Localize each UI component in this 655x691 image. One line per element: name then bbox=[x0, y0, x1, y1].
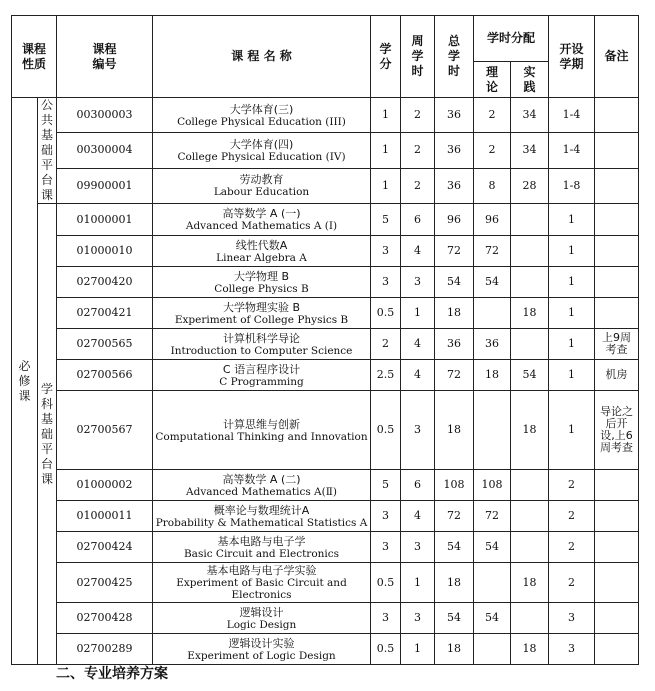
semester: 1-4 bbox=[549, 133, 595, 168]
course-name bbox=[153, 563, 371, 603]
table-row bbox=[12, 603, 639, 634]
remarks bbox=[595, 204, 639, 236]
remarks bbox=[595, 634, 639, 665]
course-name bbox=[153, 329, 371, 360]
practice-hours: 18 bbox=[511, 298, 549, 329]
credits: 5 bbox=[371, 470, 401, 501]
credits: 3 bbox=[371, 532, 401, 563]
practice-hours: 54 bbox=[511, 360, 549, 391]
table-row bbox=[12, 391, 639, 470]
header-course-code: 课程编号 bbox=[57, 16, 153, 98]
course-name-cn: 劳动教育 bbox=[239, 173, 284, 187]
group-public-platform bbox=[38, 98, 57, 204]
header-weekly-hours: 周学时 bbox=[401, 16, 435, 98]
course-name-cn: 大学体育(三) bbox=[229, 102, 294, 116]
practice-hours bbox=[511, 204, 549, 236]
table-row bbox=[12, 563, 639, 603]
credits: 0.5 bbox=[371, 563, 401, 603]
total-hours: 36 bbox=[435, 98, 474, 133]
credits: 5 bbox=[371, 204, 401, 236]
semester: 3 bbox=[549, 634, 595, 665]
course-name bbox=[153, 98, 371, 133]
course-name bbox=[153, 470, 371, 501]
table-row bbox=[12, 236, 639, 267]
course-name-en: College Physics B bbox=[214, 282, 309, 295]
table-row bbox=[12, 204, 639, 236]
course-name-cn: 概率论与数理统计A bbox=[213, 503, 310, 517]
practice-hours bbox=[511, 470, 549, 501]
table-row bbox=[12, 470, 639, 501]
semester: 2 bbox=[549, 563, 595, 603]
weekly-hours: 3 bbox=[401, 391, 435, 470]
table-row bbox=[12, 501, 639, 532]
header-course-name: 课 程 名 称 bbox=[153, 16, 371, 98]
theory-hours: 2 bbox=[474, 98, 511, 133]
course-code: 09900001 bbox=[57, 168, 153, 203]
theory-hours: 54 bbox=[474, 603, 511, 634]
course-name-en: Advanced Mathematics A (Ⅰ) bbox=[185, 220, 338, 232]
theory-hours: 54 bbox=[474, 532, 511, 563]
course-name-cn: 基本电路与电子学 bbox=[217, 534, 306, 548]
header-remarks: 备注 bbox=[595, 16, 639, 98]
theory-hours: 96 bbox=[474, 204, 511, 236]
credits: 2.5 bbox=[371, 360, 401, 391]
weekly-hours: 6 bbox=[401, 470, 435, 501]
course-name-en: Basic Circuit and Electronics bbox=[183, 547, 340, 560]
theory-hours: 36 bbox=[474, 329, 511, 360]
course-name-cn: 逻辑设计实验 bbox=[228, 636, 295, 650]
theory-hours: 108 bbox=[474, 470, 511, 501]
course-code: 02700424 bbox=[57, 532, 153, 563]
total-hours: 72 bbox=[435, 236, 474, 267]
table-row bbox=[12, 329, 639, 360]
course-code: 00300003 bbox=[57, 98, 153, 133]
semester: 2 bbox=[549, 501, 595, 532]
credits: 3 bbox=[371, 603, 401, 634]
course-name-en: Linear Algebra A bbox=[216, 251, 307, 264]
total-hours: 54 bbox=[435, 603, 474, 634]
header-course-nature: 课程性质 bbox=[12, 16, 57, 98]
semester: 2 bbox=[549, 532, 595, 563]
course-name bbox=[153, 360, 371, 391]
practice-hours: 18 bbox=[511, 391, 549, 470]
practice-hours: 28 bbox=[511, 168, 549, 203]
practice-hours bbox=[511, 267, 549, 298]
group-public-platform-label: 公共基础平台课 bbox=[40, 98, 53, 202]
course-name-en: Experiment of Basic Circuit and Electronics bbox=[176, 577, 347, 601]
course-name-cn: 计算机科学导论 bbox=[223, 331, 300, 345]
course-name-cn: 计算思维与创新 bbox=[223, 417, 300, 431]
remarks bbox=[595, 329, 639, 360]
remarks bbox=[595, 501, 639, 532]
course-name-en: Experiment of Logic Design bbox=[187, 649, 336, 662]
weekly-hours: 3 bbox=[401, 267, 435, 298]
header-theory: 理论 bbox=[474, 62, 511, 98]
practice-hours bbox=[511, 532, 549, 563]
course-name-cn: 大学物理实验 B bbox=[222, 300, 301, 314]
semester: 1 bbox=[549, 267, 595, 298]
remarks bbox=[595, 267, 639, 298]
theory-hours bbox=[474, 391, 511, 470]
theory-hours: 54 bbox=[474, 267, 511, 298]
semester: 3 bbox=[549, 603, 595, 634]
remarks bbox=[595, 391, 639, 470]
practice-hours bbox=[511, 236, 549, 267]
theory-hours: 2 bbox=[474, 133, 511, 168]
header-credits: 学分 bbox=[371, 16, 401, 98]
practice-hours: 18 bbox=[511, 634, 549, 665]
theory-hours bbox=[474, 634, 511, 665]
course-name-en: Probability & Mathematical Statistics A bbox=[155, 516, 368, 529]
course-name-cn: 基本电路与电子学实验 bbox=[206, 564, 317, 577]
course-code: 02700421 bbox=[57, 298, 153, 329]
total-hours: 54 bbox=[435, 267, 474, 298]
semester: 1 bbox=[549, 329, 595, 360]
remarks bbox=[595, 360, 639, 391]
remarks bbox=[595, 603, 639, 634]
weekly-hours: 4 bbox=[401, 501, 435, 532]
theory-hours: 8 bbox=[474, 168, 511, 203]
remarks bbox=[595, 563, 639, 603]
course-name-cn: 大学体育(四) bbox=[229, 137, 294, 151]
theory-hours: 72 bbox=[474, 236, 511, 267]
semester: 1 bbox=[549, 298, 595, 329]
course-table-body bbox=[12, 98, 639, 665]
course-name-cn: 线性代数A bbox=[235, 238, 288, 252]
semester: 1 bbox=[549, 360, 595, 391]
total-hours: 54 bbox=[435, 532, 474, 563]
course-code: 01000001 bbox=[57, 204, 153, 236]
remarks bbox=[595, 470, 639, 501]
theory-hours bbox=[474, 563, 511, 603]
course-name bbox=[153, 298, 371, 329]
semester: 2 bbox=[549, 470, 595, 501]
total-hours: 96 bbox=[435, 204, 474, 236]
weekly-hours: 2 bbox=[401, 168, 435, 203]
credits: 2 bbox=[371, 329, 401, 360]
theory-hours bbox=[474, 298, 511, 329]
course-name bbox=[153, 391, 371, 470]
course-name bbox=[153, 133, 371, 168]
course-code: 02700565 bbox=[57, 329, 153, 360]
total-hours: 18 bbox=[435, 634, 474, 665]
header-total-hours: 总学时 bbox=[435, 16, 474, 98]
course-table bbox=[11, 15, 639, 665]
total-hours: 108 bbox=[435, 470, 474, 501]
table-row bbox=[12, 267, 639, 298]
table-row bbox=[12, 298, 639, 329]
credits: 0.5 bbox=[371, 298, 401, 329]
theory-hours: 18 bbox=[474, 360, 511, 391]
course-name bbox=[153, 204, 371, 236]
total-hours: 36 bbox=[435, 133, 474, 168]
practice-hours: 34 bbox=[511, 98, 549, 133]
course-name-en: College Physical Education (IV) bbox=[177, 150, 346, 163]
group-subject-platform-label: 学科基础平台课 bbox=[40, 381, 53, 486]
semester: 1-4 bbox=[549, 98, 595, 133]
course-code: 01000010 bbox=[57, 236, 153, 267]
remarks-text: 导论之后开设,上6周考查 bbox=[600, 405, 634, 454]
remarks bbox=[595, 236, 639, 267]
theory-hours: 72 bbox=[474, 501, 511, 532]
total-hours: 36 bbox=[435, 168, 474, 203]
course-name bbox=[153, 501, 371, 532]
credits: 3 bbox=[371, 267, 401, 298]
remarks-text: 机房 bbox=[605, 368, 628, 381]
course-name-cn: C 语言程序设计 bbox=[222, 362, 301, 376]
weekly-hours: 4 bbox=[401, 360, 435, 391]
table-row bbox=[12, 98, 639, 133]
header-hours-distribution: 学时分配 bbox=[474, 16, 549, 62]
course-name-en: Computational Thinking and Innovation bbox=[155, 430, 368, 443]
course-code: 02700566 bbox=[57, 360, 153, 391]
credits: 1 bbox=[371, 98, 401, 133]
course-code: 02700425 bbox=[57, 563, 153, 603]
total-hours: 72 bbox=[435, 501, 474, 532]
credits: 1 bbox=[371, 168, 401, 203]
practice-hours bbox=[511, 501, 549, 532]
table-row bbox=[12, 532, 639, 563]
remarks bbox=[595, 133, 639, 168]
course-name-en: Experiment of College Physics B bbox=[174, 313, 349, 326]
course-name-en: Introduction to Computer Science bbox=[170, 344, 353, 357]
course-name bbox=[153, 236, 371, 267]
practice-hours bbox=[511, 603, 549, 634]
remarks bbox=[595, 298, 639, 329]
header-practice: 实践 bbox=[511, 62, 549, 98]
course-name-cn: 高等数学 A (一) bbox=[222, 207, 301, 220]
group-required bbox=[12, 98, 38, 665]
course-name-en: C Programming bbox=[219, 375, 304, 388]
course-name bbox=[153, 168, 371, 203]
credits: 0.5 bbox=[371, 391, 401, 470]
course-name-en: Labour Education bbox=[213, 186, 310, 199]
section-heading: 二、专业培养方案 bbox=[56, 666, 168, 682]
header-semester: 开设学期 bbox=[549, 16, 595, 98]
practice-hours: 34 bbox=[511, 133, 549, 168]
semester: 1 bbox=[549, 391, 595, 470]
weekly-hours: 4 bbox=[401, 236, 435, 267]
course-code: 02700289 bbox=[57, 634, 153, 665]
course-name-en: Logic Design bbox=[226, 618, 297, 631]
table-row bbox=[12, 168, 639, 203]
course-code: 02700420 bbox=[57, 267, 153, 298]
weekly-hours: 4 bbox=[401, 329, 435, 360]
semester: 1 bbox=[549, 204, 595, 236]
total-hours: 36 bbox=[435, 329, 474, 360]
weekly-hours: 3 bbox=[401, 603, 435, 634]
weekly-hours: 1 bbox=[401, 563, 435, 603]
credits: 1 bbox=[371, 133, 401, 168]
table-row bbox=[12, 133, 639, 168]
remarks bbox=[595, 532, 639, 563]
course-name bbox=[153, 603, 371, 634]
course-name bbox=[153, 634, 371, 665]
course-name-en: Advanced Mathematics A(Ⅱ) bbox=[186, 485, 337, 498]
course-code: 01000011 bbox=[57, 501, 153, 532]
credits: 0.5 bbox=[371, 634, 401, 665]
course-name bbox=[153, 532, 371, 563]
semester: 1 bbox=[549, 236, 595, 267]
practice-hours bbox=[511, 329, 549, 360]
table-row bbox=[12, 634, 639, 665]
semester: 1-8 bbox=[549, 168, 595, 203]
weekly-hours: 2 bbox=[401, 98, 435, 133]
course-name-cn: 高等数学 A (二) bbox=[222, 472, 301, 486]
group-subject-platform bbox=[38, 204, 57, 665]
course-code: 00300004 bbox=[57, 133, 153, 168]
total-hours: 18 bbox=[435, 298, 474, 329]
course-name-en: College Physical Education (III) bbox=[177, 115, 346, 128]
remarks bbox=[595, 168, 639, 203]
total-hours: 72 bbox=[435, 360, 474, 391]
course-code: 02700567 bbox=[57, 391, 153, 470]
remarks-text: 上9周考查 bbox=[602, 331, 632, 356]
course-name-cn: 大学物理 B bbox=[233, 269, 290, 283]
weekly-hours: 1 bbox=[401, 298, 435, 329]
weekly-hours: 1 bbox=[401, 634, 435, 665]
total-hours: 18 bbox=[435, 563, 474, 603]
table-row bbox=[12, 360, 639, 391]
course-name-cn: 逻辑设计 bbox=[239, 605, 284, 619]
practice-hours: 18 bbox=[511, 563, 549, 603]
credits: 3 bbox=[371, 236, 401, 267]
weekly-hours: 2 bbox=[401, 133, 435, 168]
weekly-hours: 3 bbox=[401, 532, 435, 563]
weekly-hours: 6 bbox=[401, 204, 435, 236]
course-code: 01000002 bbox=[57, 470, 153, 501]
course-code: 02700428 bbox=[57, 603, 153, 634]
total-hours: 18 bbox=[435, 391, 474, 470]
course-name bbox=[153, 267, 371, 298]
remarks bbox=[595, 98, 639, 133]
credits: 3 bbox=[371, 501, 401, 532]
group-required-label: 必修课 bbox=[18, 358, 31, 403]
